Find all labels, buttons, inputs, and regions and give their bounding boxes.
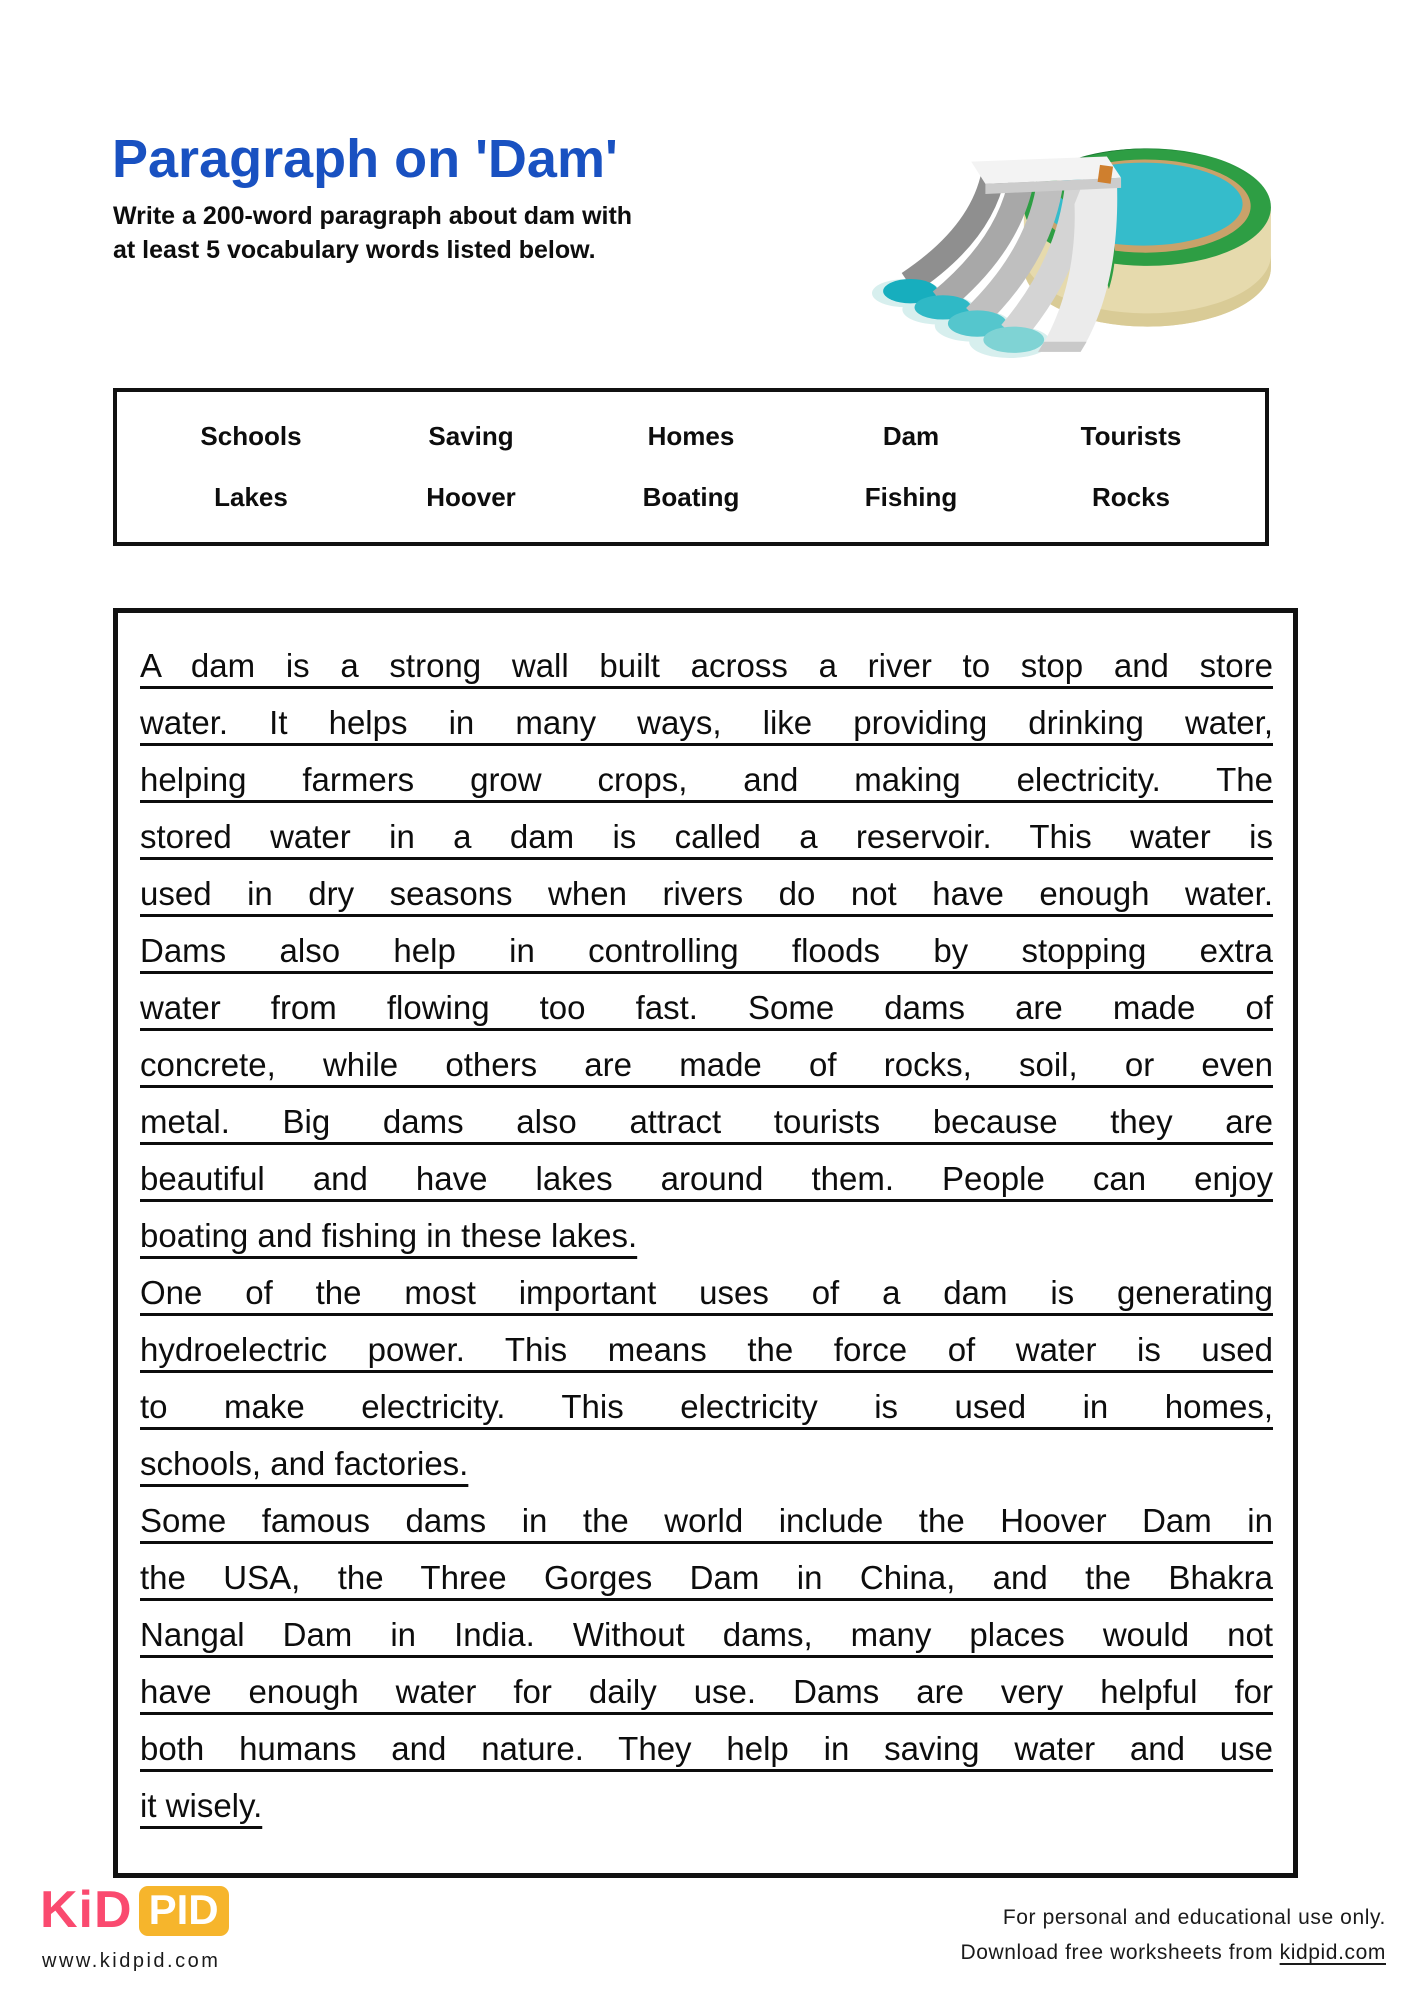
kidpid-website-url: www.kidpid.com [42,1950,221,1972]
instructions-line-1: Write a 200-word paragraph about dam with [113,202,633,230]
vocab-word: Tourists [1080,421,1182,451]
kidpid-logo-pid-badge: PID [139,1886,229,1936]
vocabulary-box [113,388,1269,546]
vocab-word: Lakes [214,482,288,512]
vocab-word: Schools [200,421,302,451]
footer-note-line-1: For personal and educational use only. [1002,1906,1386,1929]
essay-line: both humans and nature. They help in saving water and use [140,1730,1273,1767]
essay-line: used in dry seasons when rivers do not have enough water. [140,875,1273,912]
footer-note [960,1900,1386,1970]
kidpid-logo [40,1881,229,1939]
essay-line: to make electricity. This electricity is used in homes, [140,1388,1273,1425]
essay-line: have enough water for daily use. Dams are very helpful for [140,1673,1273,1710]
instructions [113,199,632,267]
vocab-word: Saving [428,421,514,451]
vocab-word: Homes [647,421,735,451]
essay-line: stored water in a dam is called a reservoir. This water is [140,818,1273,855]
vocab-word: Hoover [426,482,516,512]
kidpid-logo-kid-text: KiD [40,1881,133,1939]
essay-line: hydroelectric power. This means the force of water is used [140,1331,1273,1368]
vocab-word: Rocks [1091,482,1171,512]
kidpid-link[interactable]: kidpid.com [1279,1941,1386,1964]
essay-box [113,608,1298,1878]
essay-line: Dams also help in controlling floods by stopping extra [140,932,1273,969]
essay-line: A dam is a strong wall built across a river to stop and store [140,647,1273,684]
essay-line: helping farmers grow crops, and making electricity. The [140,761,1273,798]
vocab-word: Fishing [864,482,958,512]
essay-line: beautiful and have lakes around them. People can enjoy [140,1160,1273,1197]
footer-note-line-2: Download free worksheets from kidpid.com [960,1941,1386,1964]
essay-line: the USA, the Three Gorges Dam in China, and the Bhakra [140,1559,1273,1596]
vocab-word: Dam [882,421,940,451]
essay-line: schools, and factories. [140,1445,469,1482]
instructions-line-2: at least 5 vocabulary words listed below. [113,236,596,264]
essay-line: Some famous dams in the world include the Hoover Dam in [140,1502,1273,1539]
essay-line: metal. Big dams also attract tourists because they are [140,1103,1273,1140]
page-title: Paragraph on 'Dam' [112,129,618,189]
dam-reservoir-illustration-icon [872,110,1277,365]
essay-line: Nangal Dam in India. Without dams, many places would not [140,1616,1273,1653]
vocab-word: Boating [642,482,740,512]
essay-line: One of the most important uses of a dam is generating [140,1274,1273,1311]
essay-line: water. It helps in many ways, like providing drinking water, [140,704,1273,741]
essay-line: it wisely. [140,1787,263,1824]
essay-line: concrete, while others are made of rocks, soil, or even [140,1046,1273,1083]
essay-line: water from flowing too fast. Some dams are made of [140,989,1273,1026]
essay-line: boating and fishing in these lakes. [140,1217,638,1254]
